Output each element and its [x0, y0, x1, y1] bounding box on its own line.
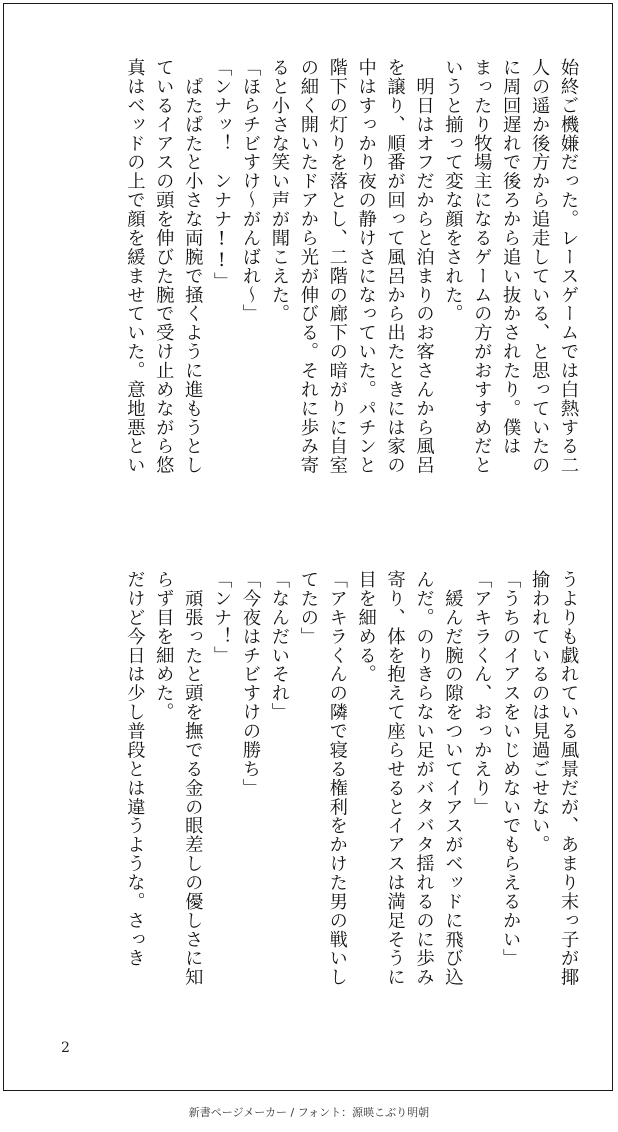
text-column: 中はすっかり夜の静けさになっていた。パチンと	[355, 58, 377, 475]
text-column: 「ほらチビすけ〜がんばれ〜」	[240, 58, 262, 324]
text-column: の細く開いたドアから光が伸びる。それに歩み寄	[297, 58, 319, 475]
text-column: を譲り、順番が回って風呂から出たときには家の	[384, 58, 406, 475]
text-column: だけど今日は少し普段とは違うような。さっき	[124, 570, 146, 968]
text-column: まったり牧場主になるゲームの方がおすすめだと	[471, 58, 493, 475]
text-column: いうと揃って変な顔をされた。	[442, 58, 464, 324]
text-column: 明日はオフだからと泊まりのお客さんから風呂	[413, 58, 435, 475]
text-column: 目を細める。	[355, 570, 377, 684]
text-column: 人の遥か後方から追走している、と思っていたの	[529, 58, 551, 475]
text-column: 「なんだいそれ」	[268, 570, 290, 722]
text-column: てたの」	[297, 570, 319, 646]
text-column: らず目を細めた。	[153, 570, 175, 722]
text-column: 「ンナッ！ ンナナ!!」	[211, 58, 233, 291]
page-frame	[3, 3, 613, 1091]
text-column: ているイアスの頭を伸びた腕で受け止めながら悠	[153, 58, 175, 475]
text-column: に周回遅れで後ろから追い抜かされたり。僕は	[500, 58, 522, 456]
text-column: うよりも戯れている風景だが、あまり末っ子が揶	[558, 570, 579, 987]
upper-text-block	[52, 58, 582, 528]
text-column: 始終ご機嫌だった。レースゲームでは白熱する二	[558, 58, 579, 475]
text-column: 緩んだ腕の隙をついてイアスがベッドに飛び込	[442, 570, 464, 987]
text-column: 頑張ったと頭を撫でる金の眼差しの優しさに知	[182, 570, 204, 987]
text-column: 真はベッドの上で顔を緩ませていた。意地悪とい	[124, 58, 146, 475]
text-column: 「ンナ！」	[211, 570, 233, 665]
page-number: 2	[61, 1040, 70, 1056]
text-column: 「アキラくん、おっかえり」	[471, 570, 493, 817]
text-column: 寄り、体を抱えて座らせるとイアスは満足そうに	[384, 570, 406, 987]
text-column: 「今夜はチビすけの勝ち」	[240, 570, 262, 798]
lower-text-block	[52, 570, 582, 1040]
text-column: ぱたぱたと小さな両腕で掻くように進もうとし	[182, 58, 204, 475]
footer-credit: 新書ページメーカー / フォント：源暎こぶり明朝	[188, 1106, 430, 1119]
text-column: んだ。のりきらない足がバタバタ揺れるのに歩み	[413, 570, 435, 987]
text-column: 「アキラくんの隣で寝る権利をかけた男の戦いし	[326, 570, 348, 987]
text-column: 階下の灯りを落とし、二階の廊下の暗がりに自室	[326, 58, 348, 475]
text-column: 「うちのイアスをいじめないでもらえるかい」	[500, 570, 522, 968]
text-column: 揄われているのは見過ごせない。	[529, 570, 551, 854]
text-column: ると小さな笑い声が聞こえた。	[268, 58, 290, 324]
